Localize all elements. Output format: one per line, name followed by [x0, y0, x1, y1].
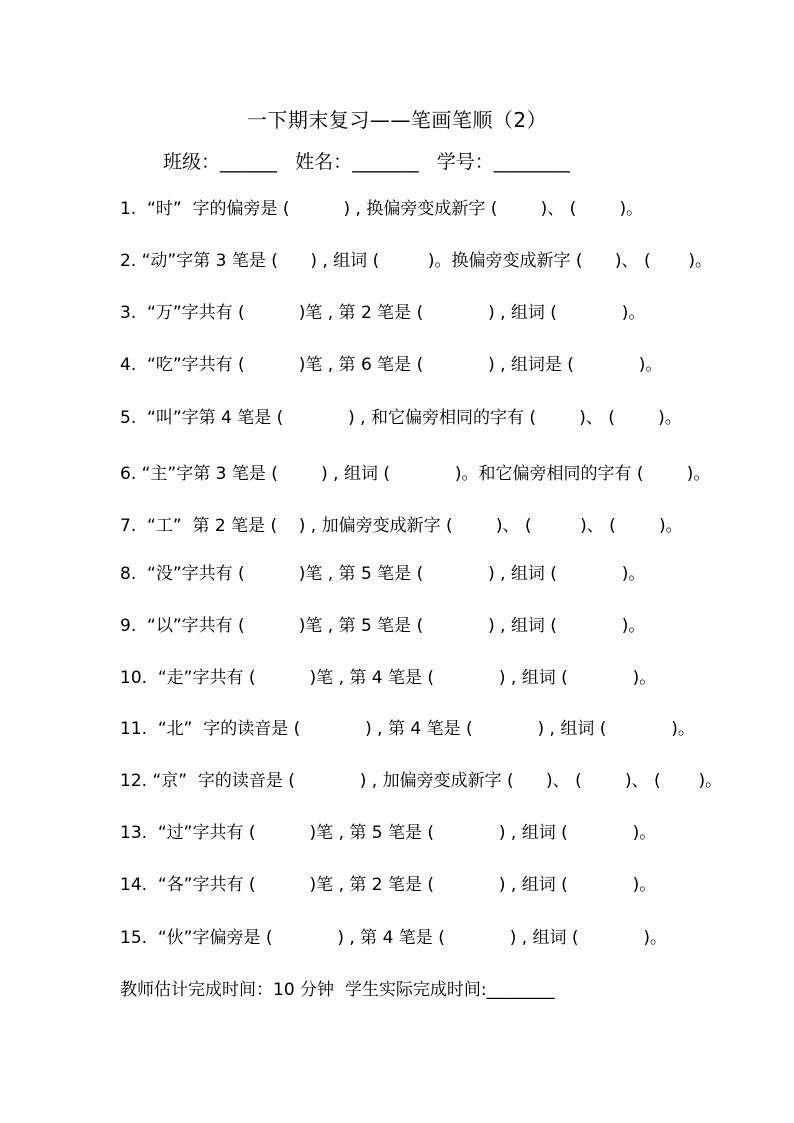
student-id-label: 学号： — [436, 151, 494, 173]
student-id-blank: ________ — [493, 151, 570, 173]
question-4: 4. “吃”字共有 ( )笔 , 第 6 笔是 ( ) , 组词是 ( )。 — [120, 355, 663, 375]
question-10: 10. “走”字共有 ( )笔 , 第 4 笔是 ( ) , 组词 ( )。 — [120, 668, 657, 688]
question-1: 1. “时” 字的偏旁是 ( ) , 换偏旁变成新字 ( )、 ( )。 — [120, 199, 644, 219]
question-5: 5. “叫”字第 4 笔是 ( ) , 和它偏旁相同的字有 ( )、 ( )。 — [120, 408, 682, 428]
question-6: 6. “主”字第 3 笔是 ( ) , 组词 ( )。和它偏旁相同的字有 ( )。 — [120, 464, 711, 484]
question-9: 9. “以”字共有 ( )笔 , 第 5 笔是 ( ) , 组词 ( )。 — [120, 616, 646, 636]
question-11: 11. “北” 字的读音是 ( ) , 第 4 笔是 ( ) , 组词 ( )。 — [120, 719, 695, 739]
question-2: 2. “动”字第 3 笔是 ( ) , 组词 ( )。换偏旁变成新字 ( )、 ( )。 — [120, 251, 713, 271]
question-14: 14. “各”字共有 ( )笔 , 第 2 笔是 ( ) , 组词 ( )。 — [120, 875, 657, 895]
student-info-header — [163, 148, 570, 176]
worksheet-title: 一下期末复习——笔画笔顺（2） — [246, 108, 548, 132]
completion-time-footer: 教师估计完成时间：10 分钟 学生实际完成时间:________ — [120, 980, 555, 1000]
question-13: 13. “过”字共有 ( )笔 , 第 5 笔是 ( ) , 组词 ( )。 — [120, 823, 657, 843]
question-8: 8. “没”字共有 ( )笔 , 第 5 笔是 ( ) , 组词 ( )。 — [120, 564, 646, 584]
question-3: 3. “万”字共有 ( )笔 , 第 2 笔是 ( ) , 组词 ( )。 — [120, 303, 646, 323]
class-blank: ______ — [220, 151, 278, 173]
question-15: 15. “伙”字偏旁是 ( ) , 第 4 笔是 ( ) , 组词 ( )。 — [120, 928, 668, 948]
question-7: 7. “工” 第 2 笔是 ( ) , 加偏旁变成新字 ( )、 ( )、 ( )。 — [120, 516, 683, 536]
name-blank: _______ — [352, 151, 419, 173]
class-label: 班级： — [163, 151, 221, 173]
question-12: 12. “京” 字的读音是 ( ) , 加偏旁变成新字 ( )、 ( )、 ( )。 — [120, 771, 723, 791]
name-label: 姓名： — [295, 151, 353, 173]
